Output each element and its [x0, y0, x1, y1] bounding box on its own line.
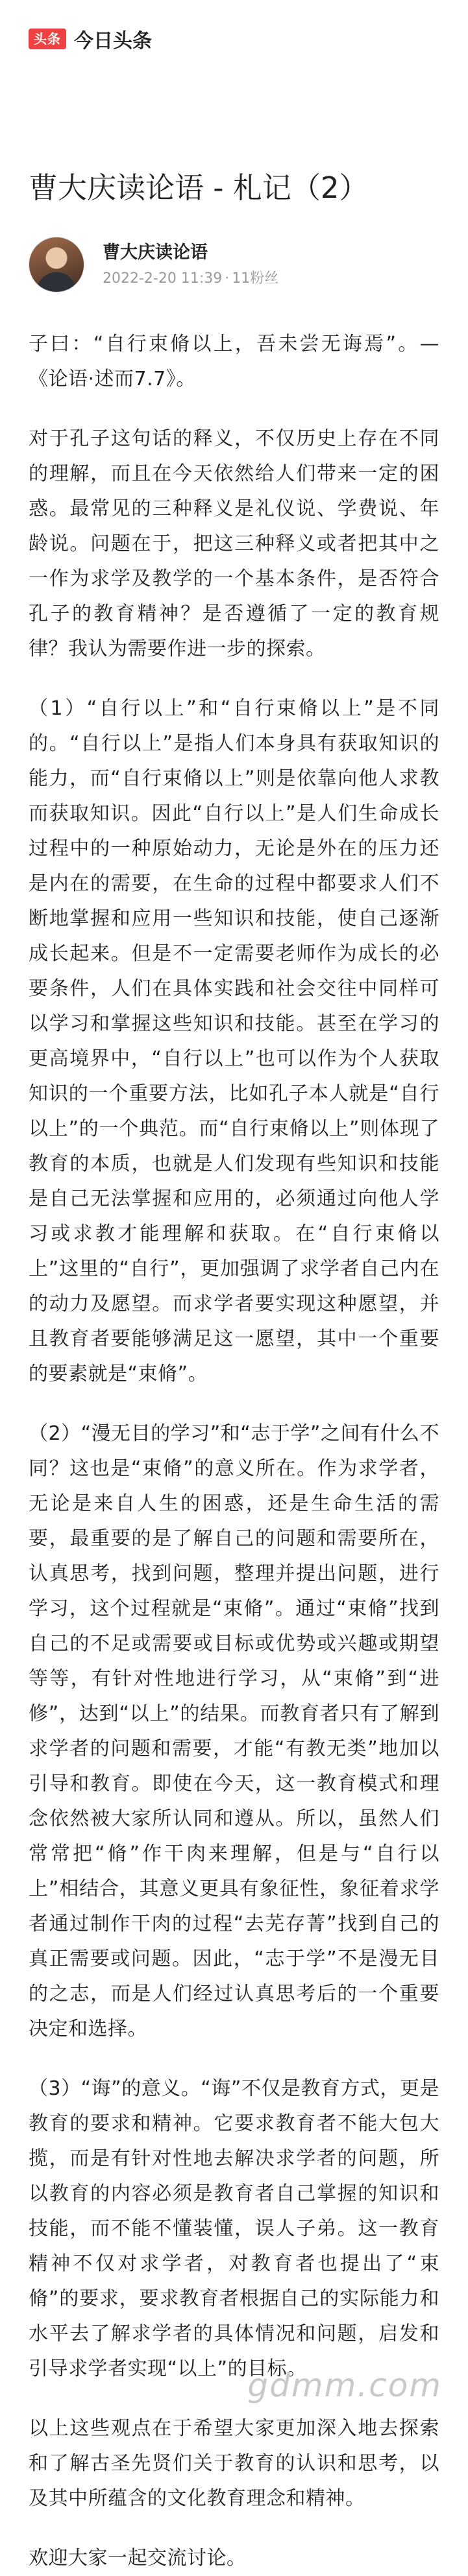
paragraph-point-3: （3）“诲”的意义。“诲”不仅是教育方式，更是教育的要求和精神。它要求教育者不能大包大揽，而是有针对性地去解决求学者的问题，所以教育的内容必须是教育者自己掌握的知识和技能，而不能不懂装懂，误人子弟。这一教育精神不仅对求学者，对教育者也提出了“束脩”的要求，要求教育者根据自己的实际能力和水平去了解求学者的具体情况和问题，启发和引导求学者实现“以上”的目标。 — [29, 2077, 439, 2380]
author-info — [103, 241, 278, 288]
toutiao-logo-badge[interactable]: 头条 — [29, 29, 66, 49]
article-title: 曹大庆读论语 - 札记（2） — [29, 171, 369, 205]
article — [0, 169, 468, 2576]
paragraph-point-2: （2）“漫无目的学习”和“志于学”之间有什么不同？这也是“束脩”的意义所在。作为求学者，无论是来自人生的困惑，还是生命生活的需要，最重要的是了解自己的问题和需要所在，认真思考，找到问题，整理并提出问题，进行学习，这个过程就是“束脩”。通过“束脩”找到自己的不足或需要或目标或优势或兴趣或期望等等，有针对性地进行学习，从“束脩”到“进修”，达到“以上”的结果。而教育者只有了解到求学者的问题和需要，才能“有教无类”地加以引导和教育。即使在今天，这一教育模式和理念依然被大家所认同和遵从。所以，虽然人们常常把“脩”作干肉来理解，但是与“自行以上”相结合，其意义更具有象征性，象征着求学者通过制作干肉的过程“去芜存菁”找到自己的真正需要或问题。因此，“志于学”不是漫无目的之志，而是人们经过认真思考后的一个重要决定和选择。 — [29, 1422, 439, 2040]
author-name[interactable]: 曹大庆读论语 — [103, 243, 208, 263]
site-watermark: gdmm.com — [247, 2367, 442, 2404]
article-body — [29, 327, 439, 2576]
author-row — [29, 233, 439, 296]
meta-separator: · — [225, 270, 230, 287]
article-meta — [103, 270, 278, 288]
author-avatar[interactable] — [29, 237, 84, 292]
paragraph-point-1: （1）“自行以上”和“自行束脩以上”是不同的。“自行以上”是指人们本身具有获取知识的能力，而“自行束脩以上”则是依靠向他人求教而获取知识。因此“自行以上”是人们生命成长过程中的一种原始动力，无论是外在的压力还是内在的需要，在生命的过程中都要求人们不断地掌握和应用一些知识和技能，使自己逐渐成长起来。但是不一定需要老师作为成长的必要条件，人们在具体实践和社会交往中同样可以学习和掌握这些知识和技能。甚至在学习的更高境界中，“自行以上”也可以作为个人获取知识的一个重要方法，比如孔子本人就是“自行以上”的一个典范。而“自行束脩以上”则体现了教育的本质，也就是人们发现有些知识和技能是自己无法掌握和应用的，必须通过向他人学习或求教才能理解和获取。在“自行束脩以上”这里的“自行”，更加强调了求学者自己内在的动力及愿望。而求学者要实现这种愿望，并且教育者要能够满足这一愿望，其中一个重要的要素就是“束脩”。 — [29, 697, 439, 1385]
paragraph-conclusion: 以上这些观点在于希望大家更加深入地去探索和了解古圣先贤们关于教育的认识和思考，以及其中所蕴含的文化教育理念和精神。 — [29, 2417, 439, 2510]
app-name[interactable]: 今日头条 — [74, 30, 152, 53]
paragraph-intro: 对于孔子这句话的释义，不仅历史上存在不同的理解，而且在今天依然给人们带来一定的困惑。最常见的三种释义是礼仪说、学费说、年龄说。问题在于，把这三种释义或者把其中之一作为求学及教学的一个基本条件，是否符合孔子的教育精神？是否遵循了一定的教育规律？我认为需要作进一步的探索。 — [29, 427, 439, 660]
paragraph-closing: 欢迎大家一起交流讨论。 — [29, 2547, 247, 2570]
paragraph-quote: 子曰：“自行束脩以上，吾未尝无诲焉”。—《论语·述而7.7》。 — [29, 333, 439, 390]
follower-count: 11粉丝 — [232, 270, 279, 287]
app-header — [0, 0, 468, 78]
publish-date: 2022-2-20 11:39 — [103, 270, 223, 287]
